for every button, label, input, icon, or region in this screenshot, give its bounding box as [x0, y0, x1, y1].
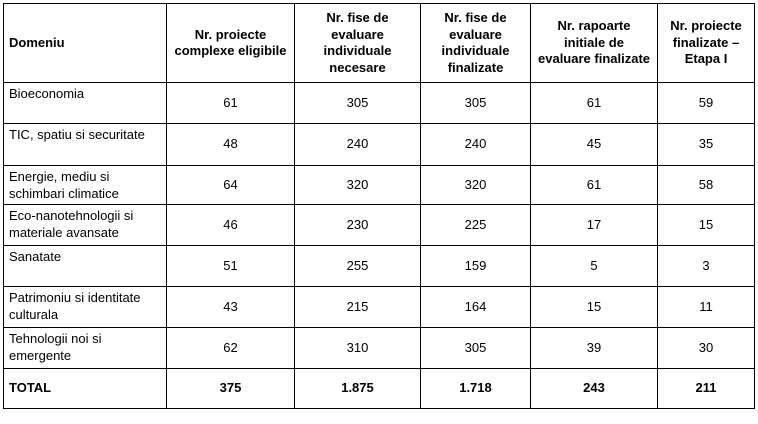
header-fise-finalizate: Nr. fise de evaluare individuale finalizate — [421, 4, 531, 83]
value-cell: 15 — [658, 205, 755, 246]
value-cell: 5 — [531, 246, 658, 287]
total-label: TOTAL — [4, 369, 167, 409]
value-cell: 320 — [295, 166, 421, 205]
value-cell: 43 — [167, 287, 295, 328]
value-cell: 46 — [167, 205, 295, 246]
value-cell: 62 — [167, 328, 295, 369]
value-cell: 305 — [421, 328, 531, 369]
domain-cell: TIC, spatiu si securitate — [4, 124, 167, 166]
value-cell: 35 — [658, 124, 755, 166]
table-row — [4, 124, 755, 166]
value-cell: 320 — [421, 166, 531, 205]
header-domeniu: Domeniu — [4, 4, 167, 83]
value-cell: 48 — [167, 124, 295, 166]
table-row — [4, 287, 755, 328]
value-cell: 51 — [167, 246, 295, 287]
value-cell: 45 — [531, 124, 658, 166]
header-fise-necesare: Nr. fise de evaluare individuale necesare — [295, 4, 421, 83]
total-value-cell: 375 — [167, 369, 295, 409]
total-row — [4, 369, 755, 409]
value-cell: 61 — [167, 83, 295, 124]
total-value-cell: 211 — [658, 369, 755, 409]
header-rapoarte-finalizate: Nr. rapoarte initiale de evaluare finalizate — [531, 4, 658, 83]
value-cell: 61 — [531, 166, 658, 205]
value-cell: 255 — [295, 246, 421, 287]
value-cell: 225 — [421, 205, 531, 246]
value-cell: 3 — [658, 246, 755, 287]
value-cell: 305 — [421, 83, 531, 124]
value-cell: 39 — [531, 328, 658, 369]
value-cell: 17 — [531, 205, 658, 246]
domain-cell: Patrimoniu si identitate culturala — [4, 287, 167, 328]
total-value-cell: 1.875 — [295, 369, 421, 409]
value-cell: 164 — [421, 287, 531, 328]
value-cell: 305 — [295, 83, 421, 124]
header-row — [4, 4, 755, 83]
table-row — [4, 83, 755, 124]
table-row — [4, 246, 755, 287]
header-proiecte-finalizate: Nr. proiecte finalizate – Etapa I — [658, 4, 755, 83]
header-proiecte-eligibile: Nr. proiecte complexe eligibile — [167, 4, 295, 83]
evaluation-table — [3, 3, 755, 409]
total-value-cell: 243 — [531, 369, 658, 409]
value-cell: 310 — [295, 328, 421, 369]
total-value-cell: 1.718 — [421, 369, 531, 409]
value-cell: 240 — [421, 124, 531, 166]
value-cell: 64 — [167, 166, 295, 205]
value-cell: 59 — [658, 83, 755, 124]
domain-cell: Eco-nanotehnologii si materiale avansate — [4, 205, 167, 246]
value-cell: 15 — [531, 287, 658, 328]
value-cell: 240 — [295, 124, 421, 166]
value-cell: 58 — [658, 166, 755, 205]
value-cell: 159 — [421, 246, 531, 287]
value-cell: 230 — [295, 205, 421, 246]
domain-cell: Bioeconomia — [4, 83, 167, 124]
value-cell: 215 — [295, 287, 421, 328]
table-row — [4, 166, 755, 205]
domain-cell: Energie, mediu si schimbari climatice — [4, 166, 167, 205]
domain-cell: Sanatate — [4, 246, 167, 287]
value-cell: 11 — [658, 287, 755, 328]
value-cell: 30 — [658, 328, 755, 369]
table-row — [4, 205, 755, 246]
table-row — [4, 328, 755, 369]
value-cell: 61 — [531, 83, 658, 124]
domain-cell: Tehnologii noi si emergente — [4, 328, 167, 369]
